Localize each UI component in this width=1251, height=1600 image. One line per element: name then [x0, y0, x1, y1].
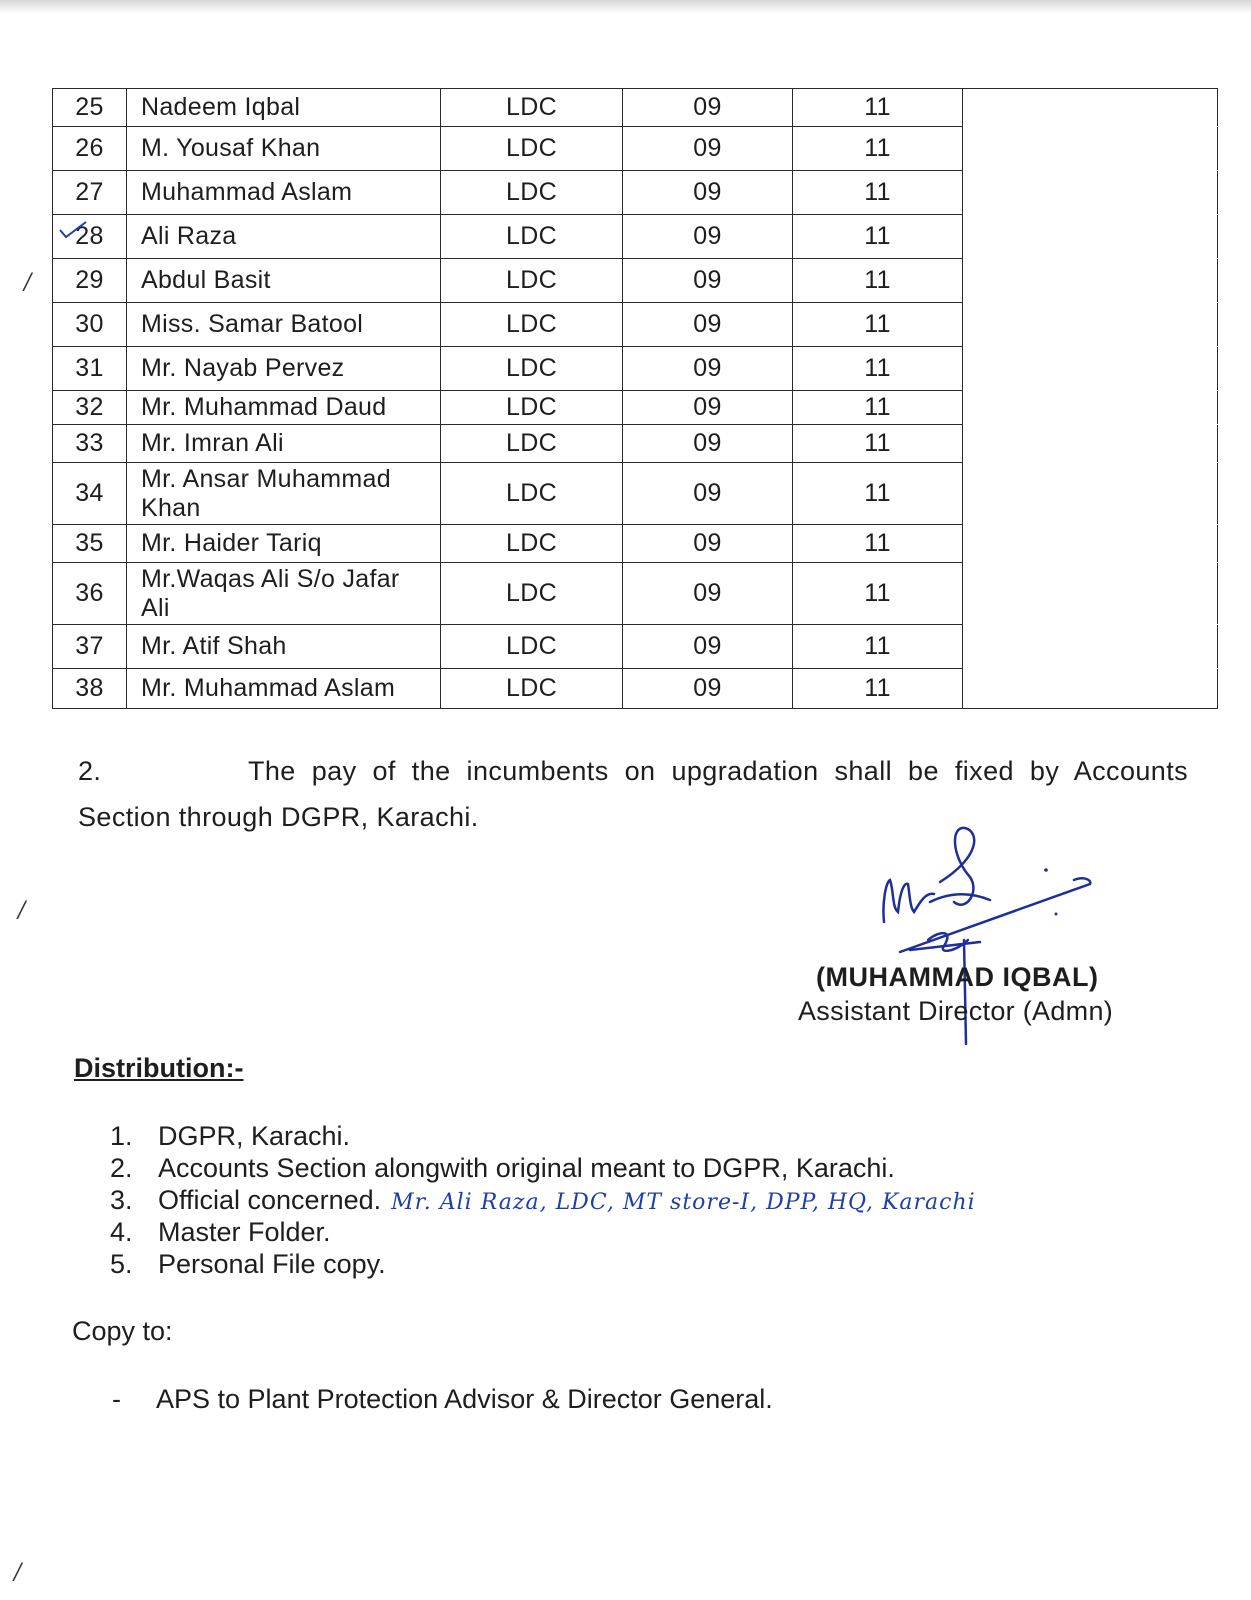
- handwritten-note: Mr. Ali Raza, LDC, MT store-I, DPP, HQ, Karachi: [391, 1190, 976, 1215]
- table-row: [53, 215, 1218, 259]
- from-scale-cell: 09: [623, 171, 793, 215]
- distribution-item-number: 5.: [110, 1249, 133, 1279]
- employee-name-cell: Mr. Atif Shah: [127, 625, 441, 669]
- from-scale-cell: 09: [623, 525, 793, 563]
- table-row: [53, 259, 1218, 303]
- to-scale-cell: 11: [793, 625, 963, 669]
- to-scale-cell: 11: [793, 525, 963, 563]
- employee-name-cell: Muhammad Aslam: [127, 171, 441, 215]
- margin-tick-mark: /: [14, 1560, 22, 1585]
- employee-name-cell: Mr. Nayab Pervez: [127, 347, 441, 391]
- employee-name-cell: Mr. Ansar Muhammad Khan: [127, 463, 441, 525]
- distribution-item-number: 1.: [110, 1121, 133, 1151]
- distribution-item-text: Accounts Section alongwith original meant to DGPR, Karachi.: [158, 1153, 895, 1183]
- serial-number-cell: 29: [53, 259, 127, 303]
- distribution-item: [110, 1152, 976, 1184]
- distribution-item: [110, 1120, 976, 1152]
- table-row: [53, 127, 1218, 171]
- distribution-list: [110, 1120, 976, 1280]
- distribution-item-text: Personal File copy.: [158, 1249, 386, 1279]
- table-row: [53, 303, 1218, 347]
- remarks-cell: [963, 215, 1218, 259]
- from-scale-cell: 09: [623, 391, 793, 425]
- from-scale-cell: 09: [623, 215, 793, 259]
- serial-number-cell: 30: [53, 303, 127, 347]
- copy-to-item: [112, 1384, 773, 1415]
- distribution-item-text: Master Folder.: [158, 1217, 331, 1247]
- designation-cell: LDC: [441, 89, 623, 127]
- table-row: [53, 669, 1218, 709]
- table-row: [53, 171, 1218, 215]
- serial-number-cell: 28: [53, 215, 127, 259]
- from-scale-cell: 09: [623, 463, 793, 525]
- remarks-cell: [963, 625, 1218, 669]
- remarks-cell: [963, 463, 1218, 525]
- to-scale-cell: 11: [793, 463, 963, 525]
- employee-name-cell: Mr.Waqas Ali S/o Jafar Ali: [127, 563, 441, 625]
- designation-cell: LDC: [441, 171, 623, 215]
- table-row: [53, 347, 1218, 391]
- serial-number-cell: 33: [53, 425, 127, 463]
- designation-cell: LDC: [441, 525, 623, 563]
- table-row: [53, 89, 1218, 127]
- remarks-cell: [963, 171, 1218, 215]
- remarks-cell: [963, 303, 1218, 347]
- paragraph-text: The pay of the incumbents on upgradation shall be fixed by Accounts Section through DGPR, Karachi.: [78, 756, 1188, 832]
- remarks-cell: [963, 347, 1218, 391]
- from-scale-cell: 09: [623, 127, 793, 171]
- serial-number-cell: 36: [53, 563, 127, 625]
- bullet-dash: -: [112, 1384, 121, 1414]
- employee-name-cell: M. Yousaf Khan: [127, 127, 441, 171]
- scan-edge-shadow: [0, 0, 1251, 14]
- designation-cell: LDC: [441, 563, 623, 625]
- distribution-item: [110, 1216, 976, 1248]
- signatory-name: (MUHAMMAD IQBAL): [816, 962, 1099, 992]
- to-scale-cell: 11: [793, 215, 963, 259]
- designation-cell: LDC: [441, 259, 623, 303]
- distribution-item-text: Official concerned.: [158, 1185, 382, 1215]
- serial-number-cell: 31: [53, 347, 127, 391]
- remarks-cell: [963, 669, 1218, 709]
- remarks-cell: [963, 127, 1218, 171]
- margin-tick-mark: /: [24, 270, 32, 295]
- distribution-item-number: 3.: [110, 1185, 133, 1215]
- to-scale-cell: 11: [793, 171, 963, 215]
- employee-name-cell: Mr. Haider Tariq: [127, 525, 441, 563]
- copy-to-text: APS to Plant Protection Advisor & Director General.: [156, 1384, 773, 1414]
- remarks-cell: [963, 89, 1218, 127]
- paragraph-number: 2.: [78, 756, 102, 786]
- table-row: [53, 625, 1218, 669]
- from-scale-cell: 09: [623, 303, 793, 347]
- distribution-item-text: DGPR, Karachi.: [158, 1121, 351, 1151]
- margin-tick-mark: /: [18, 898, 26, 923]
- to-scale-cell: 11: [793, 669, 963, 709]
- from-scale-cell: 09: [623, 563, 793, 625]
- copy-to-heading: Copy to:: [72, 1316, 173, 1346]
- from-scale-cell: 09: [623, 259, 793, 303]
- to-scale-cell: 11: [793, 347, 963, 391]
- designation-cell: LDC: [441, 215, 623, 259]
- signatory-title: Assistant Director (Admn): [798, 996, 1114, 1026]
- distribution-item: [110, 1248, 976, 1280]
- to-scale-cell: 11: [793, 259, 963, 303]
- employee-name-cell: Miss. Samar Batool: [127, 303, 441, 347]
- table-row: [53, 463, 1218, 525]
- designation-cell: LDC: [441, 463, 623, 525]
- designation-cell: LDC: [441, 625, 623, 669]
- remarks-cell: [963, 391, 1218, 425]
- from-scale-cell: 09: [623, 89, 793, 127]
- serial-number-cell: 37: [53, 625, 127, 669]
- designation-cell: LDC: [441, 303, 623, 347]
- remarks-cell: [963, 525, 1218, 563]
- distribution-item: [110, 1184, 976, 1216]
- designation-cell: LDC: [441, 425, 623, 463]
- serial-number-cell: 27: [53, 171, 127, 215]
- employee-name-cell: Abdul Basit: [127, 259, 441, 303]
- to-scale-cell: 11: [793, 391, 963, 425]
- designation-cell: LDC: [441, 391, 623, 425]
- serial-number-cell: 25: [53, 89, 127, 127]
- designation-cell: LDC: [441, 347, 623, 391]
- distribution-heading: Distribution:-: [74, 1053, 244, 1083]
- table-row: [53, 563, 1218, 625]
- employee-name-cell: Mr. Muhammad Aslam: [127, 669, 441, 709]
- serial-number-cell: 35: [53, 525, 127, 563]
- serial-number-cell: 34: [53, 463, 127, 525]
- to-scale-cell: 11: [793, 563, 963, 625]
- serial-number-cell: 26: [53, 127, 127, 171]
- to-scale-cell: 11: [793, 425, 963, 463]
- designation-cell: LDC: [441, 127, 623, 171]
- table-row: [53, 425, 1218, 463]
- serial-number-cell: 32: [53, 391, 127, 425]
- to-scale-cell: 11: [793, 89, 963, 127]
- remarks-cell: [963, 563, 1218, 625]
- from-scale-cell: 09: [623, 625, 793, 669]
- employee-upgradation-table: [52, 88, 1218, 709]
- to-scale-cell: 11: [793, 127, 963, 171]
- to-scale-cell: 11: [793, 303, 963, 347]
- distribution-item-number: 2.: [110, 1153, 133, 1183]
- from-scale-cell: 09: [623, 669, 793, 709]
- serial-number-cell: 38: [53, 669, 127, 709]
- employee-name-cell: Mr. Imran Ali: [127, 425, 441, 463]
- check-mark-icon: [58, 218, 88, 240]
- remarks-cell: [963, 259, 1218, 303]
- table-row: [53, 525, 1218, 563]
- remarks-cell: [963, 425, 1218, 463]
- from-scale-cell: 09: [623, 425, 793, 463]
- distribution-item-number: 4.: [110, 1217, 133, 1247]
- employee-name-cell: Mr. Muhammad Daud: [127, 391, 441, 425]
- employee-name-cell: Ali Raza: [127, 215, 441, 259]
- employee-name-cell: Nadeem Iqbal: [127, 89, 441, 127]
- designation-cell: LDC: [441, 669, 623, 709]
- table-row: [53, 391, 1218, 425]
- from-scale-cell: 09: [623, 347, 793, 391]
